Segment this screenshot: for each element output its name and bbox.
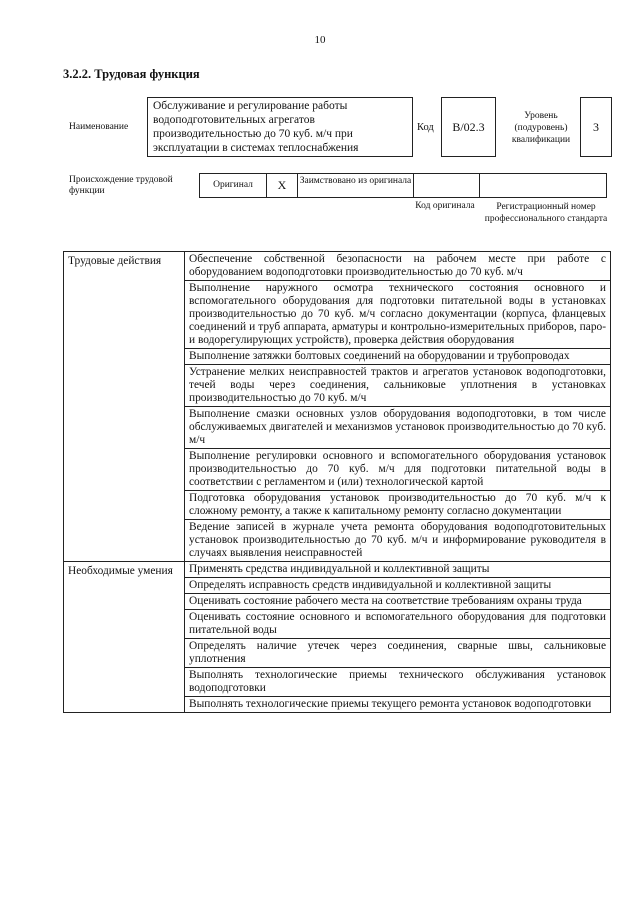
name-label: Наименование: [69, 122, 129, 132]
level-label: Уровень (подуровень) квалификации: [511, 111, 571, 145]
section-category: Необходимые умения: [64, 562, 185, 713]
section-item-text: Выполнять технологические приемы технического обслуживания установок водоподготовки: [185, 668, 611, 697]
reg-number-cell: [479, 173, 607, 198]
original-label: Оригинал: [199, 173, 267, 198]
code-original-cell: [413, 173, 480, 198]
section-item-text: Определять наличие утечек через соединения, сварные швы, сальниковые уплотнения: [185, 639, 611, 668]
reg-number-label: Регистрационный номер профессионального стандарта: [484, 202, 608, 224]
code-value-box: B/02.3: [441, 97, 496, 157]
borrowed-label: Заимствовано из оригинала: [297, 173, 414, 198]
section-title: 3.2.2. Трудовая функция: [63, 67, 200, 81]
level-value-box: 3: [580, 97, 612, 157]
section-item-text: Обеспечение собственной безопасности на рабочем месте при работе с оборудованием водоподготовки производительностью до 70 куб. м/ч: [185, 252, 611, 281]
table-row: [64, 252, 611, 281]
section-item-text: Устранение мелких неисправностей трактов и агрегатов установок водоподготовки, течей воды через соединения, сальниковые уплотнения в установках производительностью до 70 куб. м/ч: [185, 365, 611, 407]
section-item-text: Определять исправность средств индивидуальной и коллективной защиты: [185, 578, 611, 594]
section-item-text: Оценивать состояние рабочего места на соответствие требованиям охраны труда: [185, 594, 611, 610]
section-category: Трудовые действия: [64, 252, 185, 562]
original-mark: X: [266, 173, 298, 198]
code-label: Код: [417, 122, 434, 133]
section-item-text: Выполнение смазки основных узлов оборудования водоподготовки, в том числе обслуживаемых двигателей и механизмов установок производительностью до 70 куб. м/ч: [185, 407, 611, 449]
origin-row: [199, 173, 608, 198]
section-item-text: Подготовка оборудования установок производительностью до 70 куб. м/ч к сложному ремонту, а также к капитальному ремонту согласно документации: [185, 491, 611, 520]
function-table: [63, 251, 611, 713]
origin-label: Происхождение трудовой функции: [69, 175, 173, 196]
section-item-text: Выполнение регулировки основного и вспомогательного оборудования установок производительностью до 70 куб. м/ч для подготовки питательной воды в соответствии с регламентом и (или) технологической картой: [185, 449, 611, 491]
section-item-text: Выполнение затяжки болтовых соединений на оборудовании и трубопроводах: [185, 349, 611, 365]
section-item-text: Выполнение наружного осмотра технического состояния основного и вспомогательного оборудования для подготовки питательной воды в установках производительностью до 70 куб. м/ч согласно документации (корпуса, фланцевых соединений и труб аппарата, арматуры и контрольно-измерительных приборов, паро- и водорегулирующих устройств), проверка действия оборудования: [185, 281, 611, 349]
section-item-text: Оценивать состояние основного и вспомогательного оборудования для подготовки питательной воды: [185, 610, 611, 639]
section-item-text: Ведение записей в журнале учета ремонта оборудования водоподготовительных установок производительностью до 70 куб. м/ч и информирование руководителя в случаях выявления неисправностей: [185, 520, 611, 562]
section-item-text: Выполнять технологические приемы текущего ремонта установок водоподготовки: [185, 697, 611, 713]
page-number: 10: [314, 34, 326, 46]
code-original-label: Код оригинала: [415, 201, 475, 211]
function-name-box: Обслуживание и регулирование работы водоподготовительных агрегатов производительностью до 70 куб. м/ч при эксплуатации в системах теплоснабжения: [147, 97, 413, 157]
table-row: [64, 562, 611, 578]
section-item-text: Применять средства индивидуальной и коллективной защиты: [185, 562, 611, 578]
